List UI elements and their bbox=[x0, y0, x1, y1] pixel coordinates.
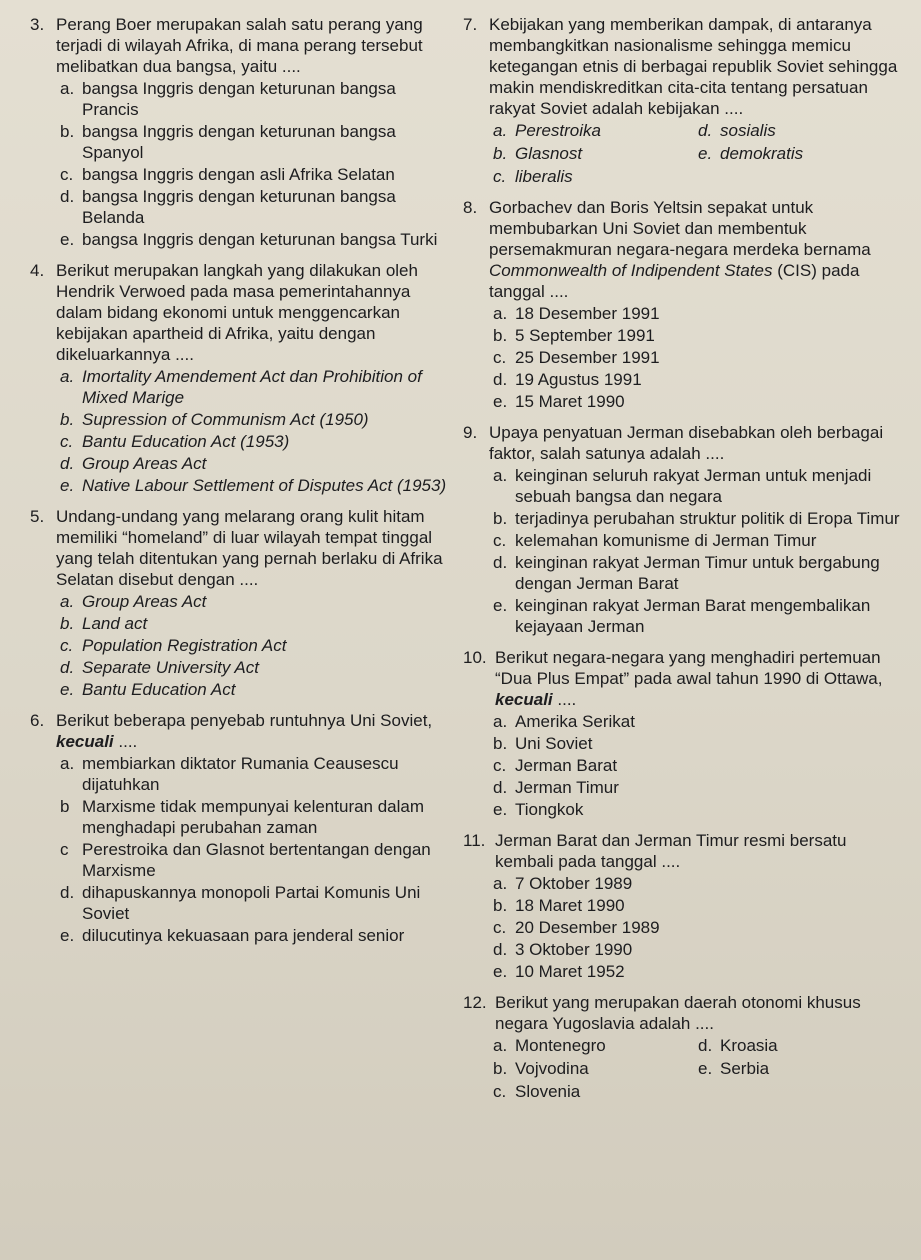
option-b[interactable]: b. terjadinya perubahan struktur politik di Eropa Timur bbox=[493, 509, 900, 528]
question-number: 11. bbox=[463, 831, 486, 850]
option-c[interactable]: c. liberalis bbox=[493, 167, 573, 186]
option-c[interactable]: c. Population Registration Act bbox=[60, 636, 287, 655]
option-d[interactable]: d. keinginan rakyat Jerman Timur untuk bergabung dengan Jerman Barat bbox=[493, 553, 880, 593]
question-number: 5. bbox=[30, 507, 45, 526]
question-number: 6. bbox=[30, 711, 45, 730]
option-d[interactable]: d. Jerman Timur bbox=[493, 778, 619, 797]
left-column bbox=[30, 14, 450, 1112]
option-c[interactable]: c. 25 Desember 1991 bbox=[493, 348, 660, 367]
option-a[interactable]: a. Amerika Serikat bbox=[493, 712, 635, 731]
right-column bbox=[463, 14, 907, 1112]
option-b[interactable]: b. Supression of Communism Act (1950) bbox=[60, 410, 369, 429]
question-text: Berikut beberapa penyebab runtuhnya Uni Soviet, kecuali .... bbox=[56, 711, 433, 751]
option-e[interactable]: e. Bantu Education Act bbox=[60, 680, 236, 699]
option-b[interactable]: b. bangsa Inggris dengan keturunan bangsa Spanyol bbox=[60, 122, 396, 162]
question-number: 3. bbox=[30, 15, 45, 34]
question-text: Perang Boer merupakan salah satu perang yang terjadi di wilayah Afrika, di mana perang tersebut melibatkan dua bangsa, yaitu .... bbox=[56, 15, 423, 76]
option-a[interactable]: a. Imortality Amendement Act dan Prohibition of Mixed Marige bbox=[60, 367, 422, 407]
option-e[interactable]: e. Tiongkok bbox=[493, 800, 584, 819]
option-c[interactable]: c. bangsa Inggris dengan asli Afrika Selatan bbox=[60, 165, 395, 184]
option-b[interactable]: b Marxisme tidak mempunyai kelenturan dalam menghadapi perubahan zaman bbox=[60, 797, 425, 837]
option-c[interactable]: c. Bantu Education Act (1953) bbox=[60, 432, 290, 451]
question-text: Berikut merupakan langkah yang dilakukan oleh Hendrik Verwoed pada masa pemerintahannya dalam bidang ekonomi untuk menggencarkan kebijakan apartheid di Afrika, yaitu dengan dikeluarkannya .... bbox=[56, 261, 418, 364]
option-b[interactable]: b. Land act bbox=[60, 614, 148, 633]
option-e[interactable]: e. bangsa Inggris dengan keturunan bangsa Turki bbox=[60, 230, 438, 249]
option-e[interactable]: e. Native Labour Settlement of Disputes Act (1953) bbox=[60, 476, 447, 495]
question-number: 12. bbox=[463, 993, 487, 1012]
question-number: 10. bbox=[463, 648, 487, 667]
option-d[interactable]: d. 19 Agustus 1991 bbox=[493, 370, 642, 389]
question-11 bbox=[463, 830, 903, 982]
option-b[interactable]: b. Vojvodina bbox=[493, 1059, 589, 1078]
question-text: Berikut yang merupakan daerah otonomi khusus negara Yugoslavia adalah .... bbox=[495, 993, 861, 1033]
option-e[interactable]: e. Serbia bbox=[698, 1059, 770, 1078]
option-b[interactable]: b. 18 Maret 1990 bbox=[493, 896, 625, 915]
question-text: Jerman Barat dan Jerman Timur resmi bersatu kembali pada tanggal .... bbox=[495, 831, 847, 871]
question-12 bbox=[463, 992, 903, 1102]
option-d[interactable]: d. sosialis bbox=[698, 121, 776, 140]
question-5 bbox=[30, 506, 450, 700]
option-b[interactable]: b. 5 September 1991 bbox=[493, 326, 655, 345]
question-4 bbox=[30, 260, 450, 496]
option-a[interactable]: a. keinginan seluruh rakyat Jerman untuk menjadi sebuah bangsa dan negara bbox=[493, 466, 872, 506]
option-c[interactable]: c Perestroika dan Glasnot bertentangan dengan Marxisme bbox=[60, 840, 431, 880]
question-text: Upaya penyatuan Jerman disebabkan oleh berbagai faktor, salah satunya adalah .... bbox=[489, 423, 884, 463]
option-b[interactable]: b. Uni Soviet bbox=[493, 734, 593, 753]
question-text: Gorbachev dan Boris Yeltsin sepakat untuk membubarkan Uni Soviet dan membentuk persemakmuran negara-negara merdeka bernama Commonwealth of Indipendent States (CIS) pada tanggal .... bbox=[489, 198, 871, 301]
option-a[interactable]: a. Perestroika bbox=[493, 121, 601, 140]
option-c[interactable]: c. kelemahan komunisme di Jerman Timur bbox=[493, 531, 817, 550]
question-text: Berikut negara-negara yang menghadiri pertemuan “Dua Plus Empat” pada awal tahun 1990 di Ottawa, kecuali .... bbox=[495, 648, 883, 709]
option-d[interactable]: d. dihapuskannya monopoli Partai Komunis Uni Soviet bbox=[60, 883, 421, 923]
question-6 bbox=[30, 710, 450, 946]
option-d[interactable]: d. Kroasia bbox=[698, 1036, 778, 1055]
question-number: 4. bbox=[30, 261, 45, 280]
question-number: 8. bbox=[463, 198, 478, 217]
question-8 bbox=[463, 197, 903, 412]
option-d[interactable]: d. Separate University Act bbox=[60, 658, 259, 677]
option-e[interactable]: e. 10 Maret 1952 bbox=[493, 962, 625, 981]
question-text: Undang-undang yang melarang orang kulit hitam memiliki “homeland” di luar wilayah tempat tinggal yang telah ditentukan yang pernah berlaku di Afrika Selatan disebut dengan .... bbox=[56, 507, 443, 589]
option-a[interactable]: a. Group Areas Act bbox=[60, 592, 207, 611]
option-a[interactable]: a. membiarkan diktator Rumania Ceausescu dijatuhkan bbox=[60, 754, 399, 794]
option-c[interactable]: c. Jerman Barat bbox=[493, 756, 618, 775]
question-text: Kebijakan yang memberikan dampak, di antaranya membangkitkan nasionalisme sehingga memicu ketegangan etnis di berbagai republik Soviet sehingga makin mendiskreditkan cita-cita tentang persatuan rakyat Soviet adalah kebijakan .... bbox=[489, 15, 898, 118]
option-e[interactable]: e. dilucutinya kekuasaan para jenderal senior bbox=[60, 926, 405, 945]
question-9 bbox=[463, 422, 903, 637]
option-c[interactable]: c. Slovenia bbox=[493, 1082, 581, 1101]
option-a[interactable]: a. 7 Oktober 1989 bbox=[493, 874, 633, 893]
question-10 bbox=[463, 647, 903, 820]
question-7 bbox=[463, 14, 903, 187]
option-d[interactable]: d. bangsa Inggris dengan keturunan bangsa Belanda bbox=[60, 187, 396, 227]
option-d[interactable]: d. 3 Oktober 1990 bbox=[493, 940, 633, 959]
option-e[interactable]: e. keinginan rakyat Jerman Barat mengembalikan kejayaan Jerman bbox=[493, 596, 871, 636]
question-3 bbox=[30, 14, 450, 250]
option-e[interactable]: e. 15 Maret 1990 bbox=[493, 392, 625, 411]
option-e[interactable]: e. demokratis bbox=[698, 144, 804, 163]
question-number: 7. bbox=[463, 15, 478, 34]
option-c[interactable]: c. 20 Desember 1989 bbox=[493, 918, 660, 937]
option-b[interactable]: b. Glasnost bbox=[493, 144, 583, 163]
question-number: 9. bbox=[463, 423, 478, 442]
option-a[interactable]: a. bangsa Inggris dengan keturunan bangsa Prancis bbox=[60, 79, 396, 119]
option-a[interactable]: a. Montenegro bbox=[493, 1036, 606, 1055]
option-a[interactable]: a. 18 Desember 1991 bbox=[493, 304, 660, 323]
option-d[interactable]: d. Group Areas Act bbox=[60, 454, 207, 473]
